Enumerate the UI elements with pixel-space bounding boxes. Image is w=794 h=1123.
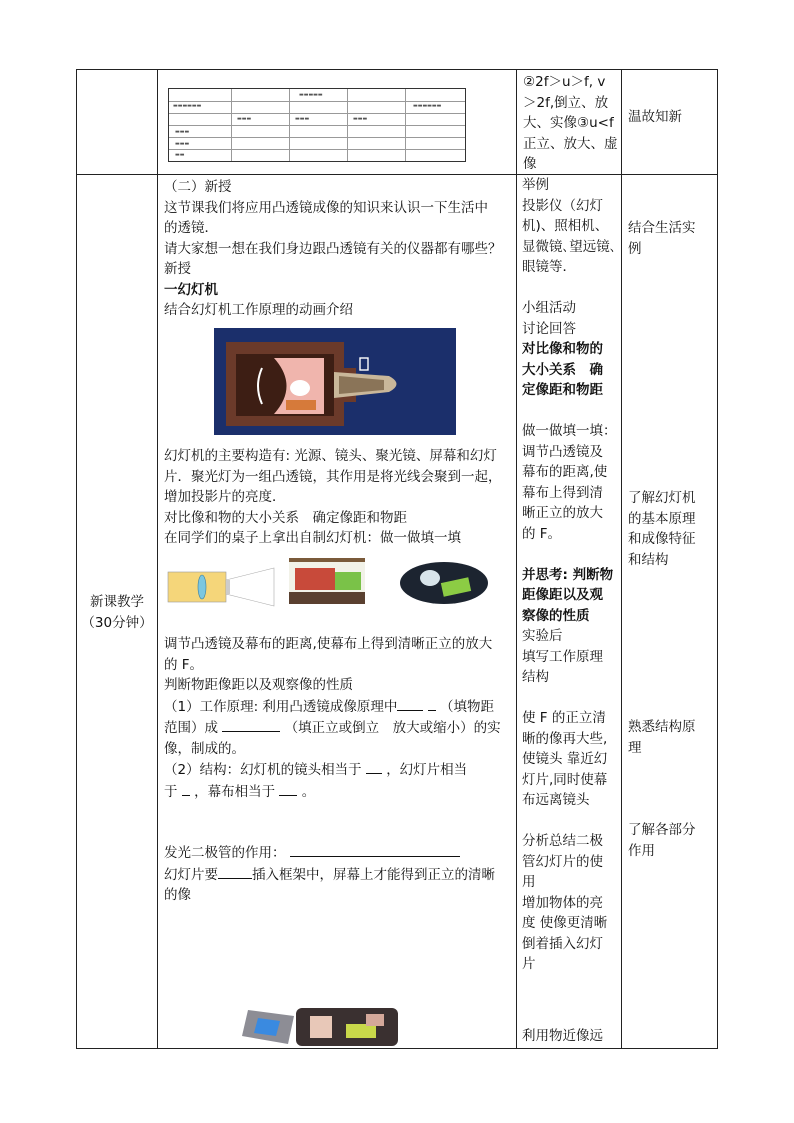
line: 增加投影片的亮度．	[164, 489, 286, 505]
question-line: 请大家想一想在我们身边跟凸透镜有关的仪器都有哪些？	[164, 240, 502, 257]
text: （2）结构：幻灯机的镜头相当于	[164, 762, 362, 778]
principle-line-1	[164, 696, 514, 718]
line: 灯片,同时使幕	[522, 771, 608, 788]
animation-intro: 结合幻灯机工作原理的动画介绍	[164, 302, 353, 318]
structure-paragraph	[164, 446, 514, 549]
slide-line-end: 的像	[164, 887, 191, 903]
line: 熟悉结构原	[628, 719, 696, 735]
blank-screen[interactable]	[279, 781, 297, 796]
subtitle-projector: 一幻灯机	[164, 281, 218, 298]
line: 的 F。	[164, 656, 204, 673]
line: 并思考: 判断物	[522, 566, 614, 583]
teaching-content	[164, 177, 514, 321]
table-border-right	[717, 69, 718, 1049]
line: 正立、放大、虚	[523, 135, 618, 152]
blank-lens[interactable]	[366, 759, 382, 774]
section-label	[80, 592, 154, 633]
blank-object-range[interactable]	[397, 696, 423, 711]
section-title: 新课教学	[90, 594, 144, 610]
line: 幕布上得到清	[522, 484, 603, 501]
purpose-4	[628, 820, 716, 861]
text: ，幻灯片相当	[386, 762, 468, 778]
led-and-slide-text	[164, 842, 514, 906]
line: 讨论回答	[522, 320, 576, 337]
line: 机)、照相机、	[522, 218, 609, 234]
slide-line	[164, 864, 514, 886]
text: 插入框架中，屏幕上才能得到正立的清晰	[252, 866, 495, 883]
slide-frame-image	[240, 1006, 298, 1046]
projector-animation-image	[214, 328, 456, 435]
line: 晰正立的放大	[522, 505, 603, 521]
purpose-3	[628, 717, 716, 758]
compare-line: 对比像和物的大小关系 确定像距和物距	[164, 509, 407, 526]
principle-line-2	[164, 717, 514, 739]
text: （1）工作原理: 利用凸透镜成像原理中	[164, 698, 398, 715]
line: 理	[628, 739, 642, 756]
intro-line: 的透镜．	[164, 220, 218, 236]
line: 了解幻灯机	[628, 490, 696, 506]
principle-line-3: 像，制成的。	[164, 740, 245, 757]
blank-slide[interactable]	[182, 781, 190, 796]
student-activity	[522, 175, 622, 975]
table-col-divider-2	[516, 69, 517, 1049]
structure-line-1	[164, 759, 514, 781]
line: 使镜头 靠近幻	[522, 751, 608, 767]
line: 调节凸透镜及幕布的距离,使幕布上得到清晰正立的放大	[164, 636, 493, 652]
line: 使 F 的正立清	[522, 710, 606, 726]
text: ，幕布相当于	[194, 783, 276, 800]
text: 。	[301, 783, 316, 800]
text: 幻灯片要	[164, 866, 218, 883]
line: 投影仪（幻灯	[522, 197, 603, 214]
line: 布远离镜头	[522, 792, 590, 808]
purpose-1	[628, 218, 716, 259]
blank-underscore[interactable]	[428, 696, 436, 711]
line: ＞2f,倒立、放	[523, 94, 609, 111]
homemade-projector-photo	[289, 558, 365, 604]
student-activity-last: 利用物近像远	[522, 1028, 603, 1044]
row1-purpose: 温故知新	[628, 109, 682, 125]
line: 管幻灯片的使	[522, 853, 603, 870]
line: 察像的性质	[522, 607, 590, 624]
line: 倒着插入幻灯	[522, 935, 603, 952]
label-new: 新授	[164, 261, 191, 277]
line: 填写工作原理	[522, 648, 603, 665]
line: 小组活动	[522, 300, 576, 316]
text: 于	[164, 783, 178, 800]
table-col-divider-1	[157, 69, 158, 1049]
line: 眼镜等．	[522, 259, 576, 275]
table-border-top	[76, 69, 718, 70]
line: ②2f＞u＞f, v	[523, 74, 606, 90]
blank-insert-direction[interactable]	[218, 864, 252, 879]
line: 和成像特征	[628, 531, 696, 547]
line: 用	[522, 874, 536, 890]
text: （填物距	[440, 698, 495, 715]
text: 发光二极管的作用：	[164, 845, 286, 861]
line: 例	[628, 240, 642, 257]
line: 了解各部分	[628, 822, 696, 838]
line: 幻灯机的主要构造有: 光源、镜头、聚光镜、屏幕和幻灯	[164, 448, 497, 464]
line: 定像距和物距	[522, 382, 603, 398]
text: （填正立或倒立 放大或缩小）的实	[284, 720, 501, 736]
line: 晰的像再大些,	[522, 730, 608, 747]
line: 度 使像更清晰	[522, 915, 608, 931]
line: 调节凸透镜及	[522, 443, 603, 460]
row1-knowledge-text	[523, 72, 619, 175]
line: 做一做填一填：	[522, 423, 617, 439]
review-table-image: ▬▬▬▬▬▬ ▬▬▬▬▬ ▬▬▬▬▬▬ ▬▬▬ ▬▬▬ ▬▬▬ ▬▬▬ ▬▬▬ ▬▬	[168, 88, 466, 162]
experiment-text	[164, 634, 514, 802]
purpose-2	[628, 488, 716, 570]
line: 举例	[522, 177, 549, 193]
line: 的基本原理	[628, 510, 696, 527]
line: 和结构	[628, 551, 669, 568]
line: 幕布的距离,使	[522, 464, 608, 480]
hands-assembling-photo	[296, 1008, 398, 1046]
intro-line: 这节课我们将应用凸透镜成像的知识来认识一下生活中	[164, 199, 488, 216]
blank-led-function[interactable]	[290, 842, 460, 857]
line: 大、实像③u<f	[523, 115, 614, 131]
table-border-left	[76, 69, 77, 1049]
line: 距像距以及观	[522, 587, 603, 603]
line: 增加物体的亮	[522, 894, 603, 911]
line: 片	[522, 956, 536, 972]
line: 显微镜､望远镜､	[522, 238, 617, 255]
line: 大小关系 确	[522, 361, 603, 378]
line: 实验后	[522, 628, 563, 644]
line: 结构	[522, 669, 549, 685]
line: 作用	[628, 842, 655, 859]
table-border-bottom	[76, 1048, 718, 1049]
projector-diagram-image	[166, 566, 278, 608]
fill-in-line: 在同学们的桌子上拿出自制幻灯机：做一做填一填	[164, 530, 461, 546]
line: 片．聚光灯为一组凸透镜，其作用是将光线会聚到一起，	[164, 468, 502, 485]
line: 分析总结二极	[522, 833, 603, 849]
judge-line: 判断物距像距以及观察像的性质	[164, 677, 353, 693]
section-duration: （30分钟）	[81, 614, 153, 631]
structure-line-2	[164, 781, 514, 803]
led-line	[164, 842, 514, 864]
content-heading: （二）新授	[164, 179, 232, 195]
line: 的 F。	[522, 525, 562, 542]
line: 结合生活实	[628, 220, 696, 236]
text: 范围）成	[164, 720, 218, 736]
line: 像	[523, 156, 537, 172]
blank-image-type[interactable]	[222, 717, 280, 732]
projector-lit-photo	[400, 562, 488, 604]
line: 对比像和物的	[522, 341, 603, 357]
